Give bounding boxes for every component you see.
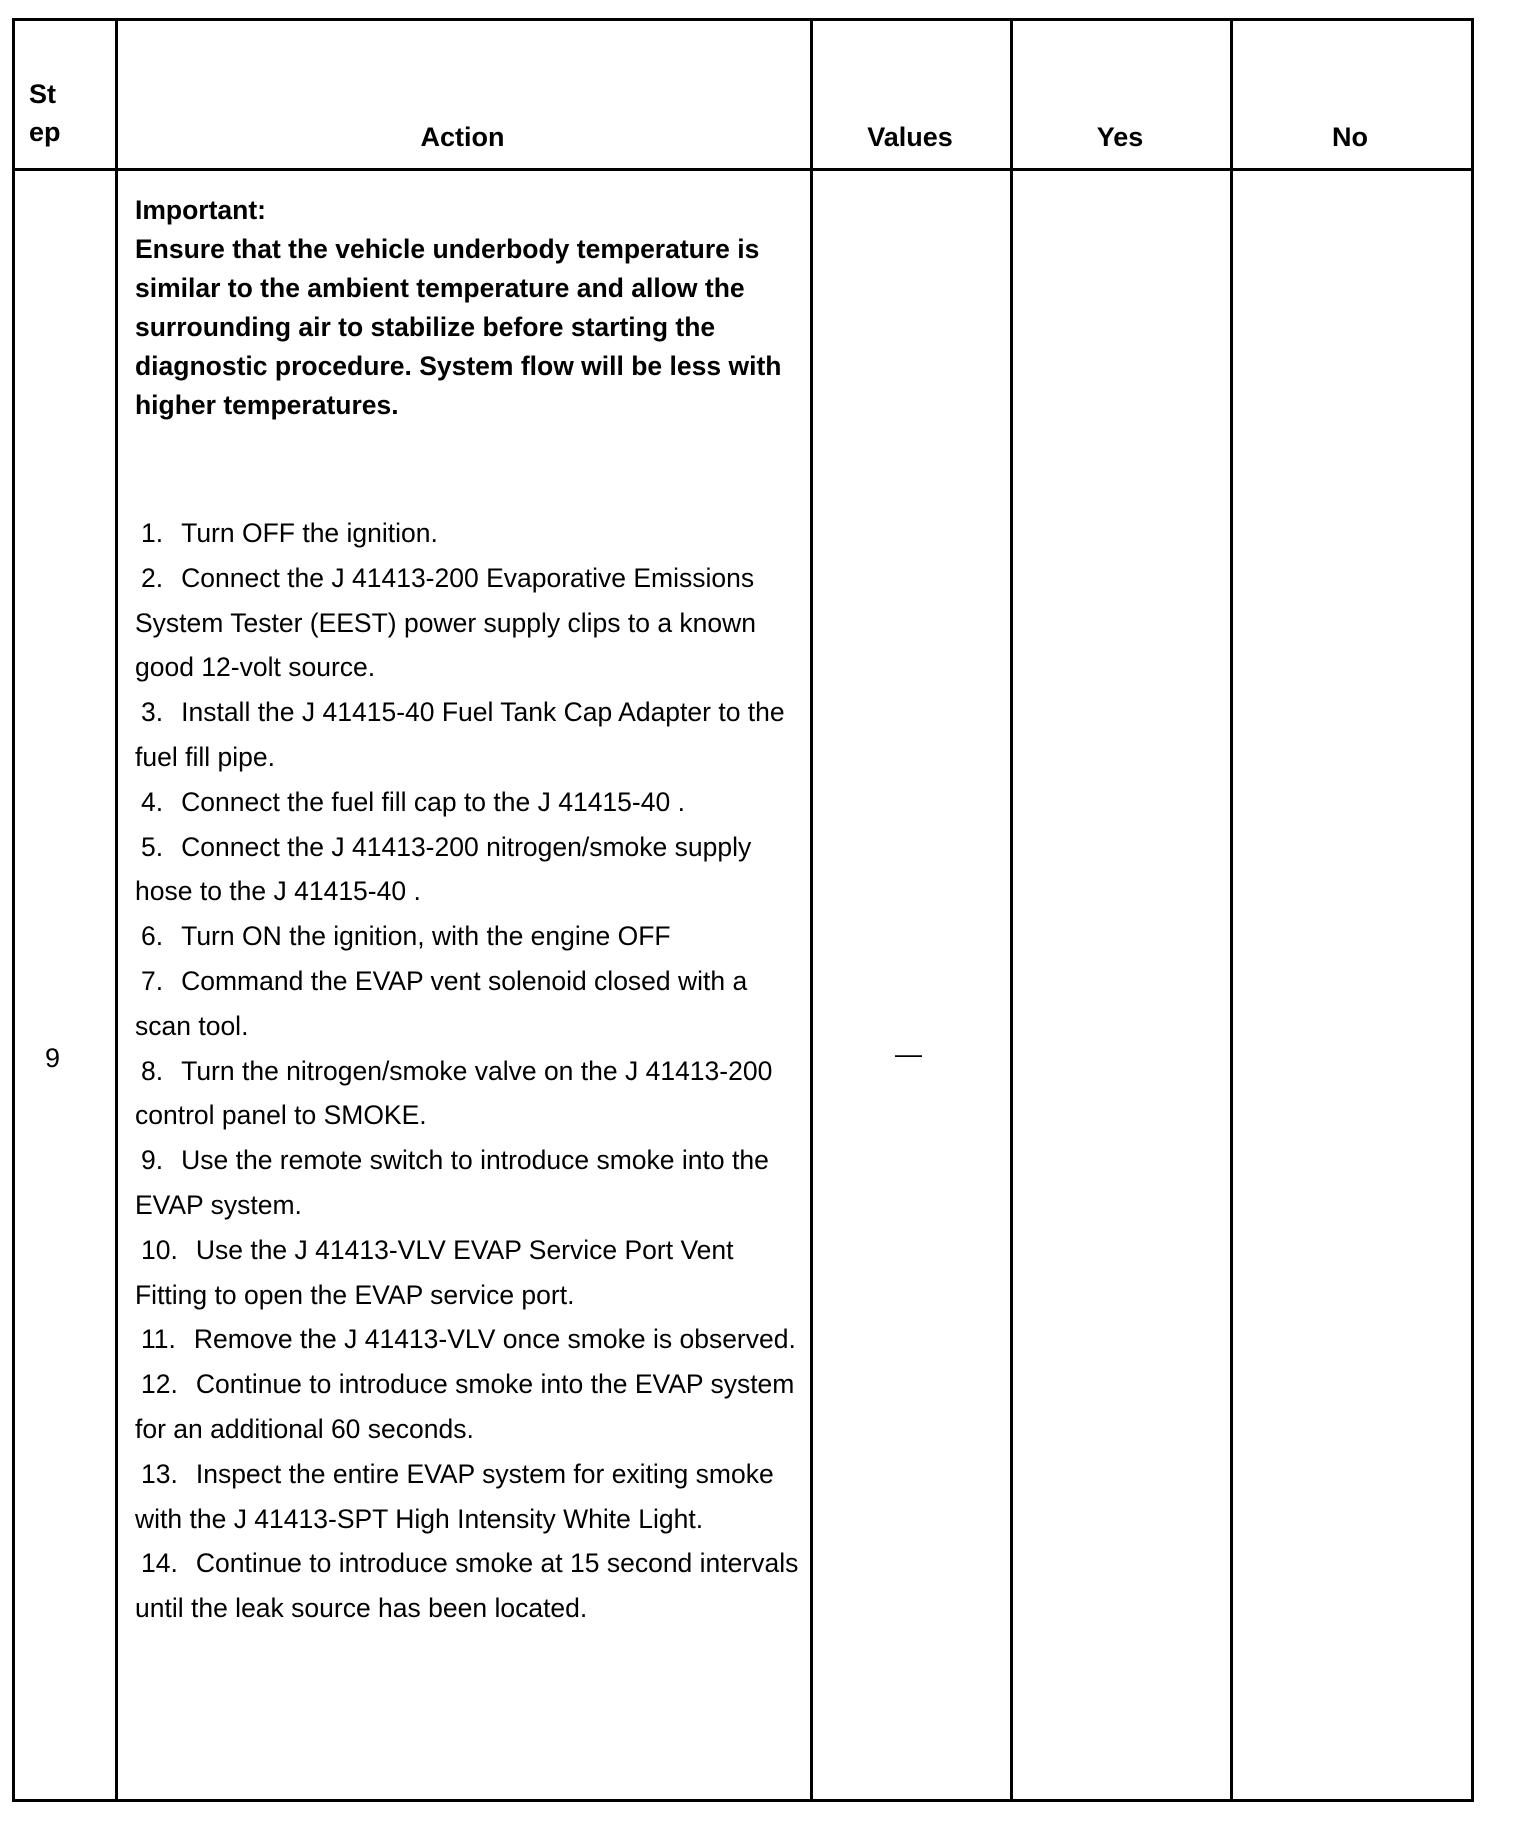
procedure-step-number: 11. [141,1324,176,1355]
procedure-step-number: 3. [141,697,164,728]
procedure-step [135,914,805,959]
column-divider [810,21,813,1799]
procedure-step-number: 2. [141,562,164,593]
procedure-step-text: Connect the J 41413-200 nitrogen/smoke supply hose to the J 41415-40 . [135,831,752,907]
header-values-label: Values [867,122,953,152]
header-yes-label: Yes [1096,122,1144,152]
header-step [29,75,61,151]
procedure-step-text: Use the J 41413-VLV EVAP Service Port Vent Fitting to open the EVAP service port. [135,1234,734,1310]
procedure-step [135,556,805,690]
procedure-step-text: Command the EVAP vent solenoid closed with a scan tool. [135,965,748,1041]
procedure-step [135,1138,805,1228]
procedure-step-text: Connect the fuel fill cap to the J 41415-40 . [181,786,685,817]
header-yes [1010,21,1230,171]
procedure-step-number: 4. [141,786,164,817]
values-cell: — [895,1039,922,1069]
header-action-label: Action [420,122,505,152]
procedure-step-number: 13. [141,1458,178,1489]
header-no-label: No [1332,122,1368,152]
procedure-step [135,1049,805,1139]
procedure-step [135,825,805,915]
procedure-step-number: 6. [141,921,164,952]
procedure-step-number: 10. [141,1234,178,1265]
procedure-step [135,1228,805,1318]
procedure-step [135,690,805,780]
header-values [810,21,1010,171]
procedure-step-text: Continue to introduce smoke into the EVAP system for an additional 60 seconds. [135,1369,795,1444]
column-divider [1230,21,1233,1799]
column-divider [1010,21,1013,1799]
procedure-step-text: Connect the J 41413-200 Evaporative Emissions System Tester (EEST) power supply clips to a known good 12-volt source. [135,562,757,683]
action-cell [135,191,805,1631]
important-label: Important: [135,195,267,225]
header-no [1230,21,1470,171]
procedure-step [135,511,805,556]
column-divider [115,21,118,1799]
procedure-step-text: Turn OFF the ignition. [181,518,438,548]
procedure-step [135,1452,805,1542]
procedure-step [135,1317,805,1362]
procedure-step-text: Inspect the entire EVAP system for exiting smoke with the J 41413-SPT High Intensity White Light. [135,1458,774,1534]
procedure-step-text: Turn ON the ignition, with the engine OFF [181,921,671,952]
header-action [115,21,810,171]
procedure-step [135,780,805,825]
procedure-step-text: Turn the nitrogen/smoke valve on the J 41413-200 control panel to SMOKE. [135,1055,773,1131]
important-text: Ensure that the vehicle underbody temperature is similar to the ambient temperature and allow the surrounding air to stabilize before starting the diagnostic procedure. System flow will be less with higher temperatures. [135,234,782,420]
procedure-step [135,1362,805,1452]
diagnostic-table [12,18,1474,1802]
important-note [135,191,805,425]
procedure-step-number: 14. [141,1548,178,1579]
header-step-line1: St [29,79,56,109]
procedure-step-text: Remove the J 41413-VLV once smoke is observed. [193,1324,796,1355]
procedure-step-number: 1. [141,518,164,548]
procedure-step-number: 9. [141,1145,164,1176]
procedure-step-number: 5. [141,831,164,862]
procedure-step [135,1541,805,1631]
procedure-step-text: Install the J 41415-40 Fuel Tank Cap Adapter to the fuel fill pipe. [135,697,785,772]
header-step-line2: ep [29,117,61,147]
procedure-step-number: 8. [141,1055,164,1086]
procedure-step-text: Use the remote switch to introduce smoke into the EVAP system. [135,1145,769,1220]
step-number: 9 [45,1043,61,1073]
procedure-step-text: Continue to introduce smoke at 15 second intervals until the leak source has been located. [135,1548,799,1624]
procedure-step-number: 12. [141,1369,178,1400]
procedure-step [135,959,805,1049]
procedure-step-number: 7. [141,965,164,996]
procedure-steps [135,511,805,1631]
